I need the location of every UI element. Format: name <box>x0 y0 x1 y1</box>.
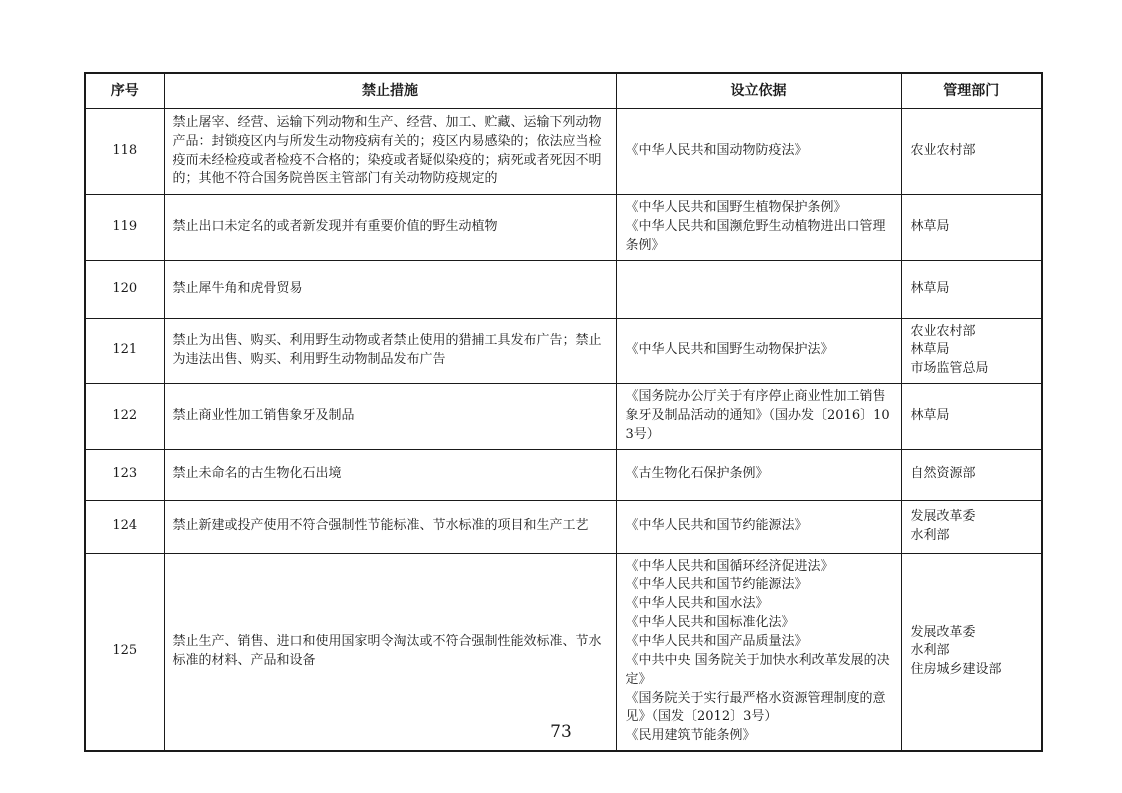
department-line: 发展改革委 <box>910 624 976 640</box>
basis-line: 《中华人民共和国濒危野生动植物进出口管理条例》 <box>625 218 886 253</box>
serial-number-cell: 118 <box>85 109 164 195</box>
serial-number-cell: 124 <box>85 500 164 553</box>
measure-cell: 禁止屠宰、经营、运输下列动物和生产、经营、加工、贮藏、运输下列动物产品：封锁疫区内与所发生动物疫病有关的；疫区内易感染的；依法应当检疫而未经检疫或者检疫不合格的；染疫或者疑似染疫的；病死或者死因不明的；其他不符合国务院兽医主管部门有关动物防疫规定的 <box>164 109 616 195</box>
table-header <box>85 73 1042 109</box>
department-line: 市场监管总局 <box>910 361 989 377</box>
header-managing-department: 管理部门 <box>901 73 1042 109</box>
basis-line: 《中华人民共和国产品质量法》 <box>625 633 808 649</box>
table-row <box>85 260 1042 318</box>
header-row <box>85 73 1042 109</box>
header-serial-number: 序号 <box>85 73 164 109</box>
header-prohibited-measure: 禁止措施 <box>164 73 616 109</box>
department-cell <box>901 384 1042 450</box>
basis-line: 《国务院关于实行最严格水资源管理制度的意见》（国发〔2012〕3号） <box>625 690 886 725</box>
basis-line: 《中华人民共和国节约能源法》 <box>625 518 808 534</box>
basis-cell <box>616 195 901 261</box>
basis-line: 《中华人民共和国循环经济促进法》 <box>625 558 834 574</box>
measure-cell: 禁止新建或投产使用不符合强制性节能标准、节水标准的项目和生产工艺 <box>164 500 616 553</box>
measure-cell: 禁止为出售、购买、利用野生动物或者禁止使用的猎捕工具发布广告；禁止为违法出售、购买、利用野生动物制品发布广告 <box>164 318 616 384</box>
basis-cell <box>616 318 901 384</box>
department-cell <box>901 500 1042 553</box>
header-establishment-basis: 设立依据 <box>616 73 901 109</box>
basis-line: 《中华人民共和国节约能源法》 <box>625 577 808 593</box>
measure-cell: 禁止出口未定名的或者新发现并有重要价值的野生动植物 <box>164 195 616 261</box>
basis-line: 《民用建筑节能条例》 <box>625 728 756 744</box>
table-row <box>85 500 1042 553</box>
serial-number-cell: 122 <box>85 384 164 450</box>
department-cell <box>901 449 1042 500</box>
basis-line: 《中共中央 国务院关于加快水利改革发展的决定》 <box>625 652 890 687</box>
table-row <box>85 109 1042 195</box>
department-line: 发展改革委 <box>910 508 976 524</box>
measure-cell: 禁止未命名的古生物化石出境 <box>164 449 616 500</box>
department-line: 水利部 <box>910 527 950 543</box>
department-cell <box>901 195 1042 261</box>
measure-cell: 禁止生产、销售、进口和使用国家明令淘汰或不符合强制性能效标准、节水标准的材料、产品和设备 <box>164 553 616 751</box>
table-row <box>85 195 1042 261</box>
basis-cell <box>616 500 901 553</box>
department-cell <box>901 109 1042 195</box>
basis-line: 《中华人民共和国野生植物保护条例》 <box>625 200 847 215</box>
department-cell <box>901 260 1042 318</box>
department-line: 水利部 <box>910 643 950 659</box>
serial-number-cell: 125 <box>85 553 164 751</box>
department-line: 林草局 <box>910 280 950 296</box>
measure-cell: 禁止犀牛角和虎骨贸易 <box>164 260 616 318</box>
department-line: 自然资源部 <box>910 466 976 482</box>
basis-line: 《中华人民共和国动物防疫法》 <box>625 143 808 159</box>
basis-cell <box>616 260 901 318</box>
department-line: 林草局 <box>910 218 950 234</box>
serial-number-cell: 123 <box>85 449 164 500</box>
prohibition-measures-table <box>84 72 1043 752</box>
basis-line: 《中华人民共和国野生动物保护法》 <box>625 342 834 358</box>
table-row <box>85 318 1042 384</box>
department-cell <box>901 318 1042 384</box>
table-body <box>85 109 1042 752</box>
basis-cell <box>616 449 901 500</box>
basis-cell <box>616 384 901 450</box>
measure-cell: 禁止商业性加工销售象牙及制品 <box>164 384 616 450</box>
table-row <box>85 384 1042 450</box>
department-line: 林草局 <box>910 407 950 423</box>
serial-number-cell: 119 <box>85 195 164 261</box>
department-line: 住房城乡建设部 <box>910 662 1002 678</box>
serial-number-cell: 121 <box>85 318 164 384</box>
basis-line: 《中华人民共和国水法》 <box>625 596 769 612</box>
basis-cell <box>616 109 901 195</box>
page-number: 73 <box>550 722 572 742</box>
basis-line: 《国务院办公厅关于有序停止商业性加工销售象牙及制品活动的通知》（国办发〔2016〕103号） <box>625 389 890 442</box>
basis-line: 《中华人民共和国标准化法》 <box>625 615 795 631</box>
table-row <box>85 449 1042 500</box>
department-line: 农业农村部 <box>910 323 976 339</box>
basis-line: 《古生物化石保护条例》 <box>625 466 769 482</box>
department-line: 农业农村部 <box>910 143 976 159</box>
serial-number-cell: 120 <box>85 260 164 318</box>
department-line: 林草局 <box>910 342 950 358</box>
